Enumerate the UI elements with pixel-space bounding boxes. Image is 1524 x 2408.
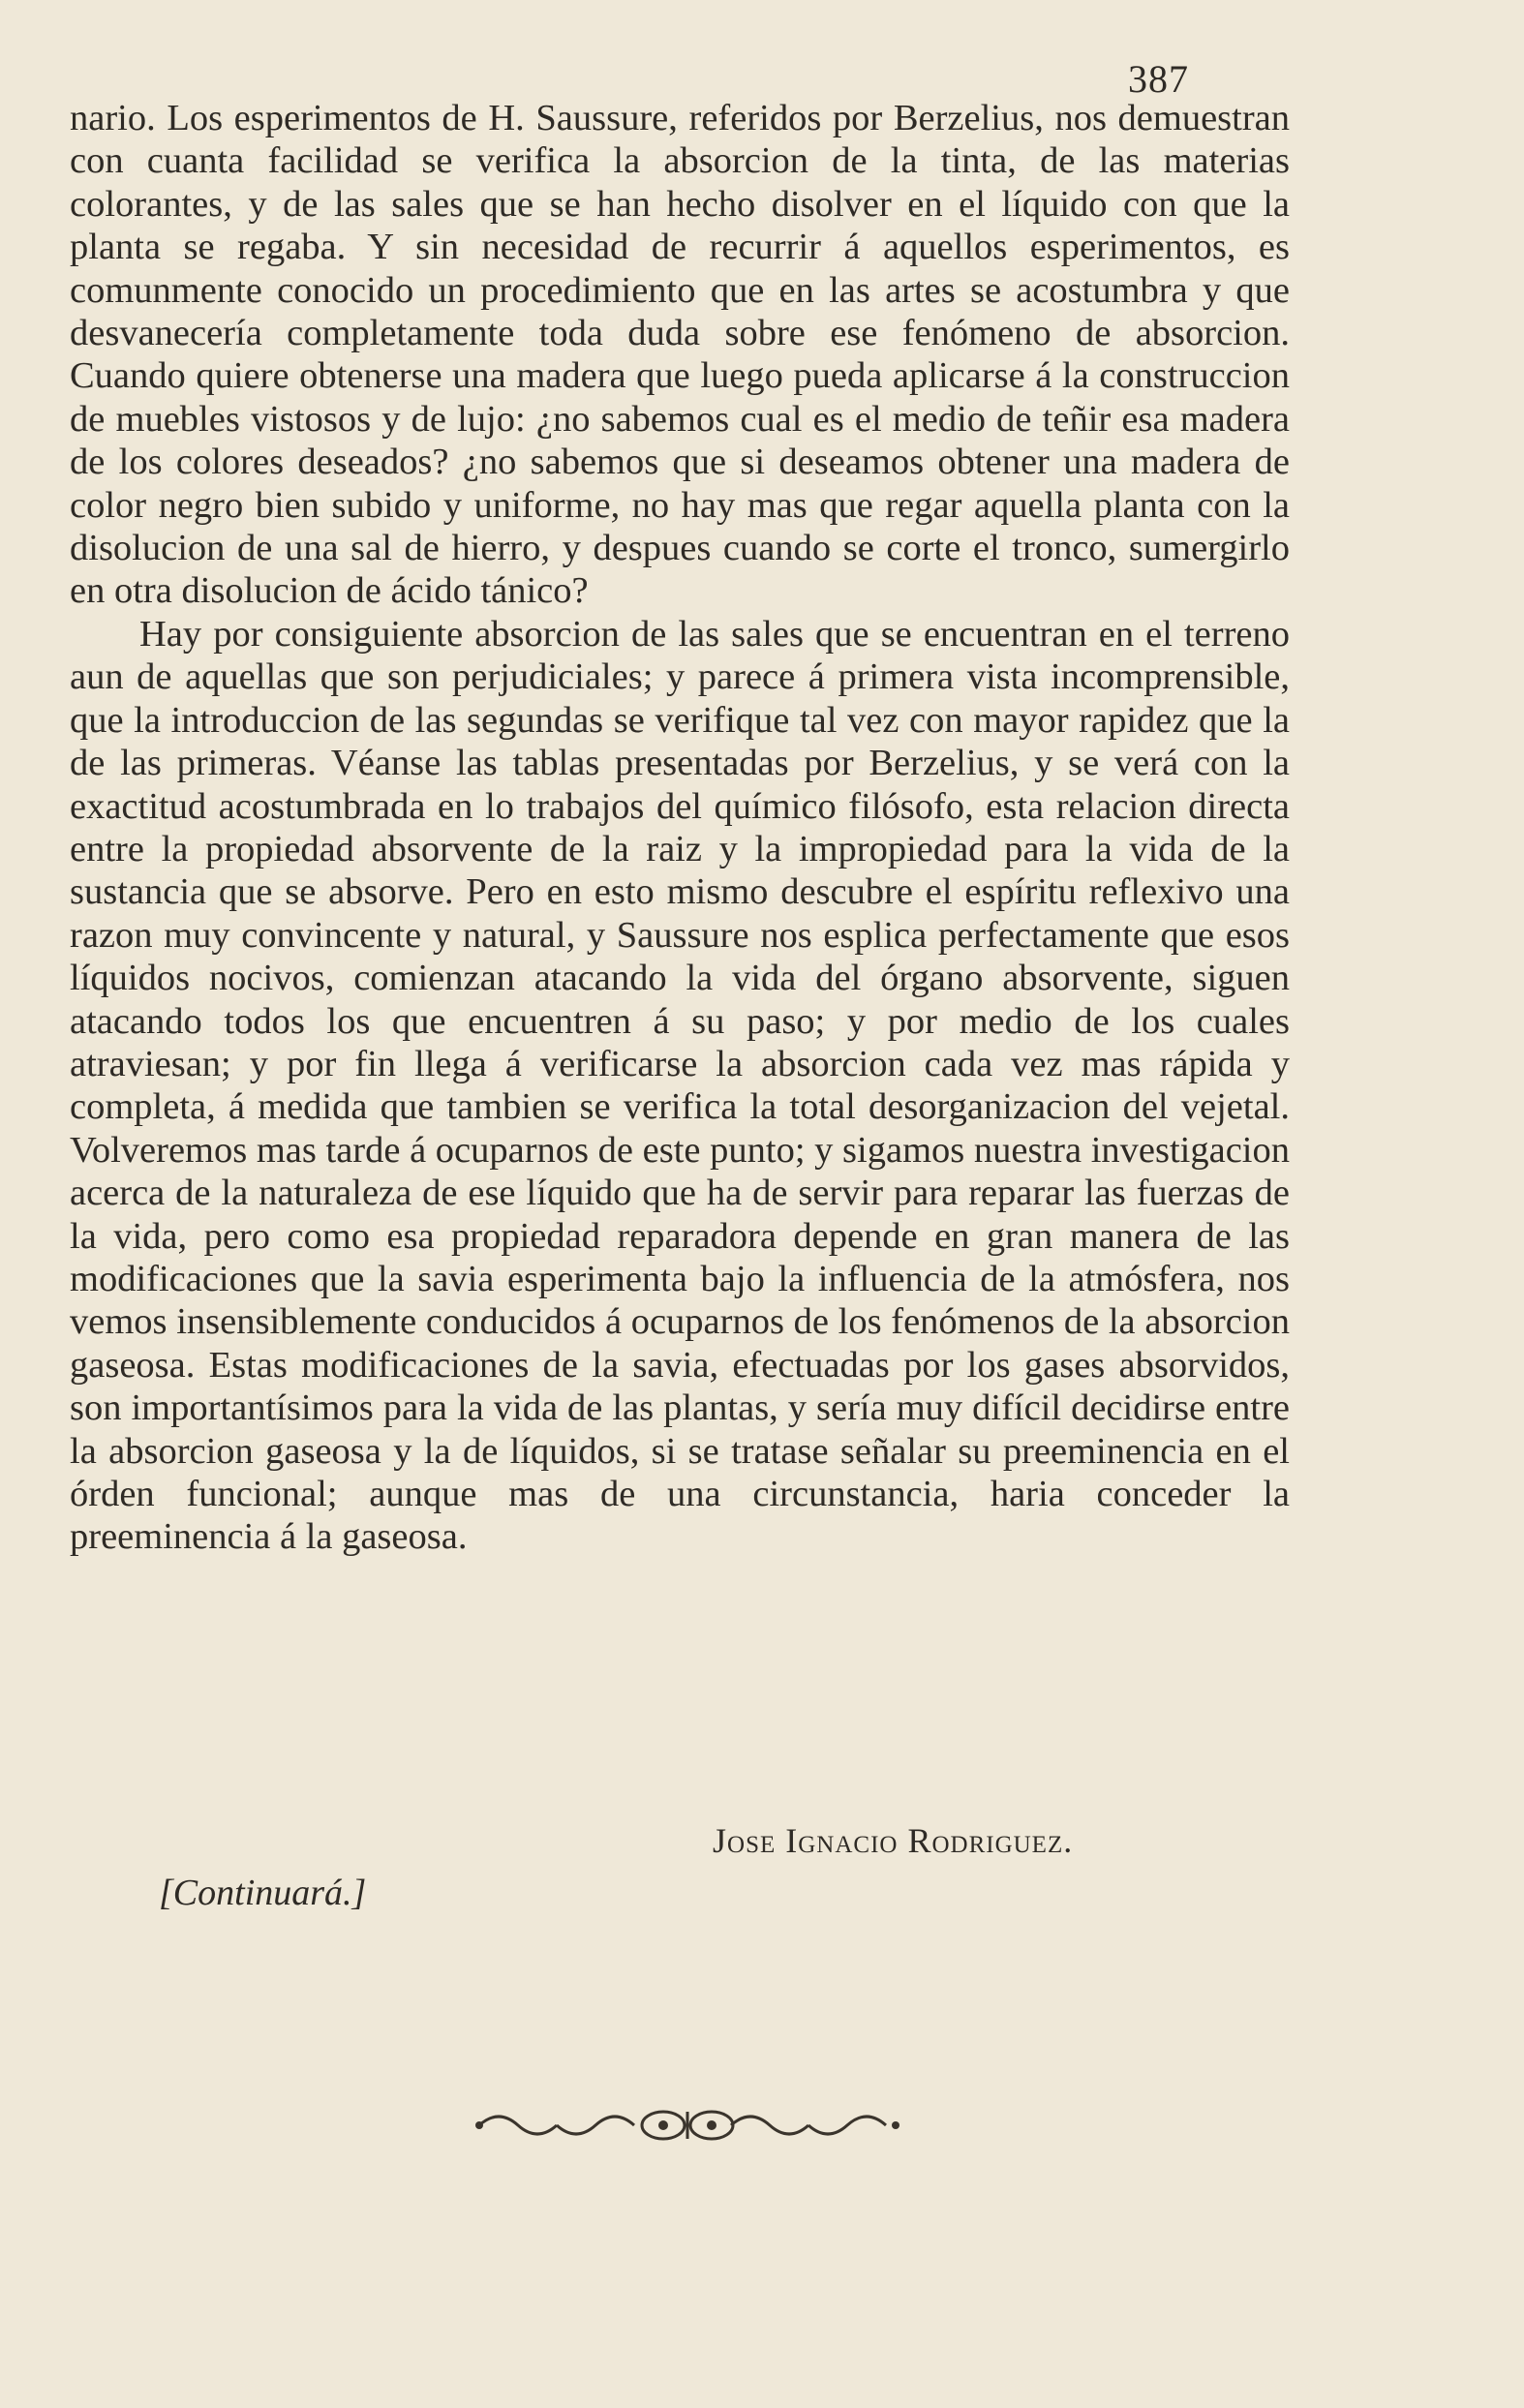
paragraph-2: Hay por consiguiente absorcion de las sales que se encuentran en el terreno aun de aquellas que son perjudiciales; y parece á primera vista incomprensible, que la introduccion de las segundas se verifique tal vez con mayor rapidez que la de las primeras. Véanse las tablas presentadas por Berzelius, y se verá con la exactitud acostumbrada en lo trabajos del químico filósofo, esta relacion directa entre la propiedad absorvente de la raiz y la impropiedad para la vida de la sustancia que se absorve. Pero en esto mismo descubre el espíritu reflexivo una razon muy convincente y natural, y Saussure nos esplica perfectamente que esos líquidos nocivos, comienzan atacando la vida del órgano absorvente, siguen atacando todos los que encuentren á su paso; y por medio de los cuales atraviesan; y por fin llega á verificarse la absorcion cada vez mas rápida y completa, á medida que tambien se verifica la total desorganizacion del vejetal. Volveremos mas tarde á ocuparnos de este punto; y sigamos nuestra investigacion acerca de la naturaleza de ese líquido que ha de servir para reparar las fuerzas de la vida, pero como esa propiedad reparadora depende en gran manera de las modificaciones que la savia esperimenta bajo la influencia de la atmósfera, nos vemos insensiblemente conducidos á ocuparnos de los fenómenos de la absorcion gaseosa. Estas modificaciones de la savia, efectuadas por los gases absorvidos, son importantísimos para la vida de las plantas, y sería muy difícil decidirse entre la absorcion gaseosa y la de líquidos, si se tratase señalar su preeminencia en el órden funcional; aunque mas de una circunstancia, haria conceder la preeminencia á la gaseosa. [70,613,1290,1558]
article-body [70,97,1290,1559]
page-number: 387 [1128,57,1189,101]
ornamental-rule-icon [470,2096,905,2154]
author-signature: Jose Ignacio Rodriguez. [713,1821,1074,1860]
paragraph-1: nario. Los esperimentos de H. Saussure, referidos por Berzelius, nos demuestran con cuanta facilidad se verifica la absorcion de la tinta, de las materias colorantes, y de las sales que se han hecho disolver en el líquido con que la planta se regaba. Y sin necesidad de recurrir á aquellos esperimentos, es comunmente conocido un procedimiento que en las artes se acostumbra y que desvanecería completamente toda duda sobre ese fenómeno de absorcion. Cuando quiere obtenerse una madera que luego pueda aplicarse á la construccion de muebles vistosos y de lujo: ¿no sabemos cual es el medio de teñir esa madera de los colores deseados? ¿no sabemos que si deseamos obtener una madera de color negro bien subido y uniforme, no hay mas que regar aquella planta con la disolucion de una sal de hierro, y despues cuando se corte el tronco, sumergirlo en otra disolucion de ácido tánico? [70,98,1290,612]
continuation-note: [Continuará.] [159,1873,367,1913]
